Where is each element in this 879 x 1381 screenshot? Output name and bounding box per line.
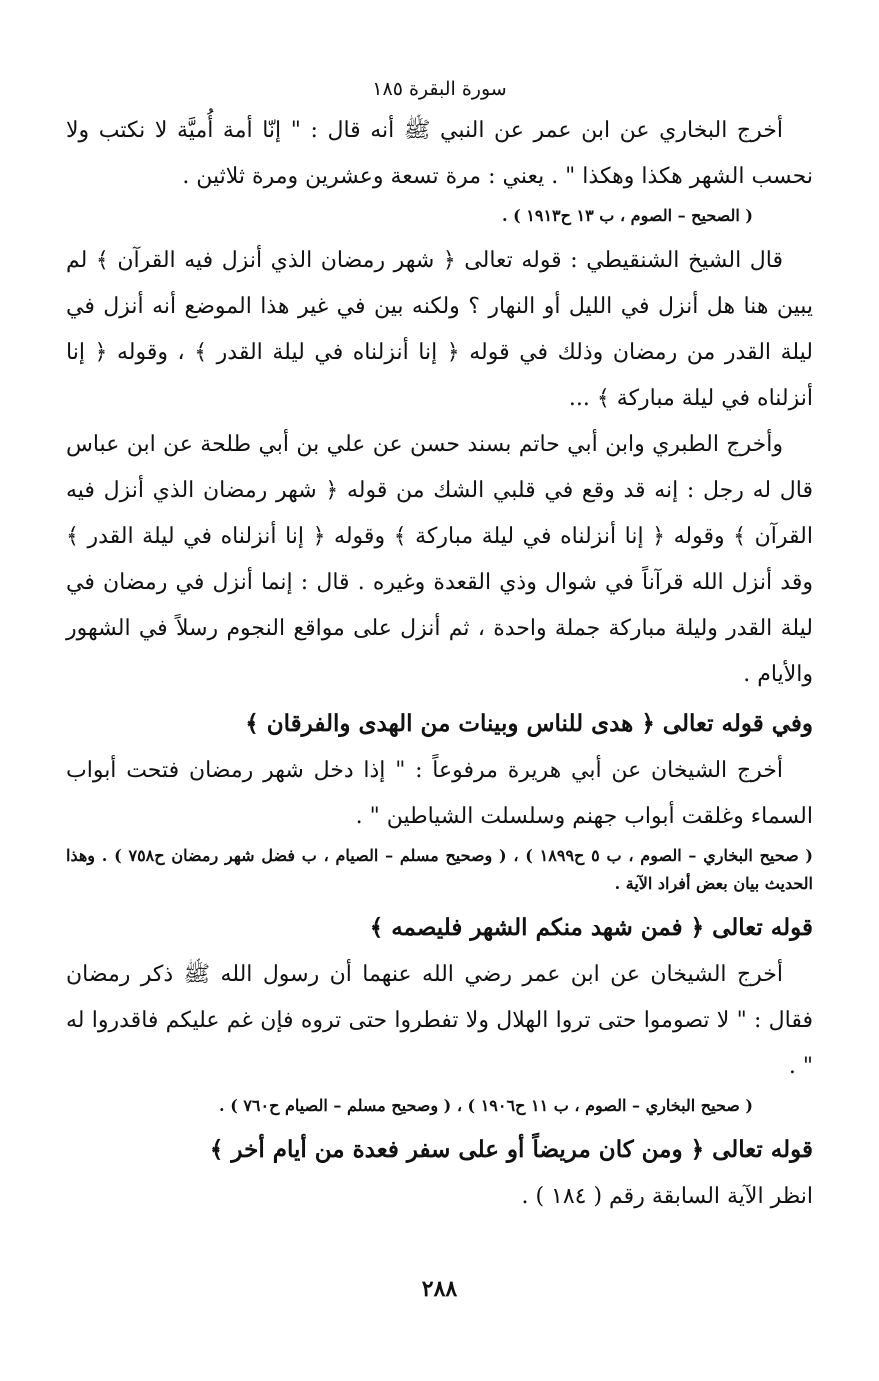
paragraph-tabari-ibn-abbas: وأخرج الطبري وابن أبي حاتم بسند حسن عن علي بن أبي طلحة عن ابن عباس قال له رجل : إنه قد وقع في قلبي الشك من قوله ﴿ شهر رمضان الذي أنزل فيه القرآن ﴾ وقوله ﴿ إنا أنزلناه في ليلة مباركة ﴾ وقوله ﴿ إنا أنزلناه في ليلة القدر ﴾ وقد أنزل الله قرآناً في شوال وذي القعدة وغيره . قال : إنما أنزل في رمضان في ليلة القدر وليلة مباركة جملة واحدة ، ثم أنزل على مواقع النجوم رسلاً في الشهور والأيام .	[66, 432, 813, 687]
paragraph-bukhari-ibn-umar: أخرج البخاري عن ابن عمر عن النبي ﷺ أنه قال : " إنّا أمة أُميَّة لا نكتب ولا نحسب الشهر هكذا وهكذا " . يعني : مرة تسعة وعشرين ومرة ثلاثين .	[66, 118, 813, 189]
reference-bukhari-1906: ( صحيح البخاري – الصوم ، ب ١١ ح١٩٠٦ ) ، ( وصحيح مسلم – الصيام ح٧٦٠ ) .	[219, 1096, 753, 1115]
paragraph-abu-hurayra: أخرج الشيخان عن أبي هريرة مرفوعاً : " إذا دخل شهر رمضان فتحت أبواب السماء وغلقت أبواب جهنم وسلسلت الشياطين " .	[66, 758, 813, 829]
heading-man-kana-maridan: قوله تعالى ﴿ ومن كان مريضاً أو على سفر فعدة من أيام أخر ﴾	[209, 1136, 813, 1163]
running-title: سورة البقرة ١٨٥	[372, 78, 507, 100]
paragraph-ibn-umar-hilal: أخرج الشيخان عن ابن عمر رضي الله عنهما أن رسول الله ﷺ ذكر رمضان فقال : " لا تصوموا حتى تروا الهلال ولا تفطروا حتى تروه فإن غم عليكم فاقدروا له " .	[66, 962, 813, 1079]
paragraph-see-previous-verse: انظر الآية السابقة رقم ( ١٨٤ ) .	[521, 1184, 813, 1209]
reference-sahih-1913: ( الصحيح – الصوم ، ب ١٣ ح١٩١٣ ) .	[501, 206, 753, 225]
reference-bukhari-1899: ( صحيح البخاري – الصوم ، ب ٥ ح١٨٩٩ ) ، ( وصحيح مسلم – الصيام ، ب فضل شهر رمضان ح٧٥٨ ) . وهذا الحديث بيان بعض أفراد الآية .	[66, 846, 814, 893]
heading-huda-lilnas: وفي قوله تعالى ﴿ هدى للناس وبينات من الهدى والفرقان ﴾	[245, 710, 813, 737]
page-number: ٢٨٨	[421, 1276, 458, 1302]
heading-faman-shahida: قوله تعالى ﴿ فمن شهد منكم الشهر فليصمه ﴾	[369, 914, 813, 941]
paragraph-shinqiti: قال الشيخ الشنقيطي : قوله تعالى ﴿ شهر رمضان الذي أنزل فيه القرآن ﴾ لم يبين هنا هل أنزل في الليل أو النهار ؟ ولكنه بين في غير هذا الموضع أنه أنزل في ليلة القدر من رمضان وذلك في قوله ﴿ إنا أنزلناه في ليلة القدر ﴾ ، وقوله ﴿ إنا أنزلناه في ليلة مباركة ﴾ ...	[66, 248, 813, 411]
